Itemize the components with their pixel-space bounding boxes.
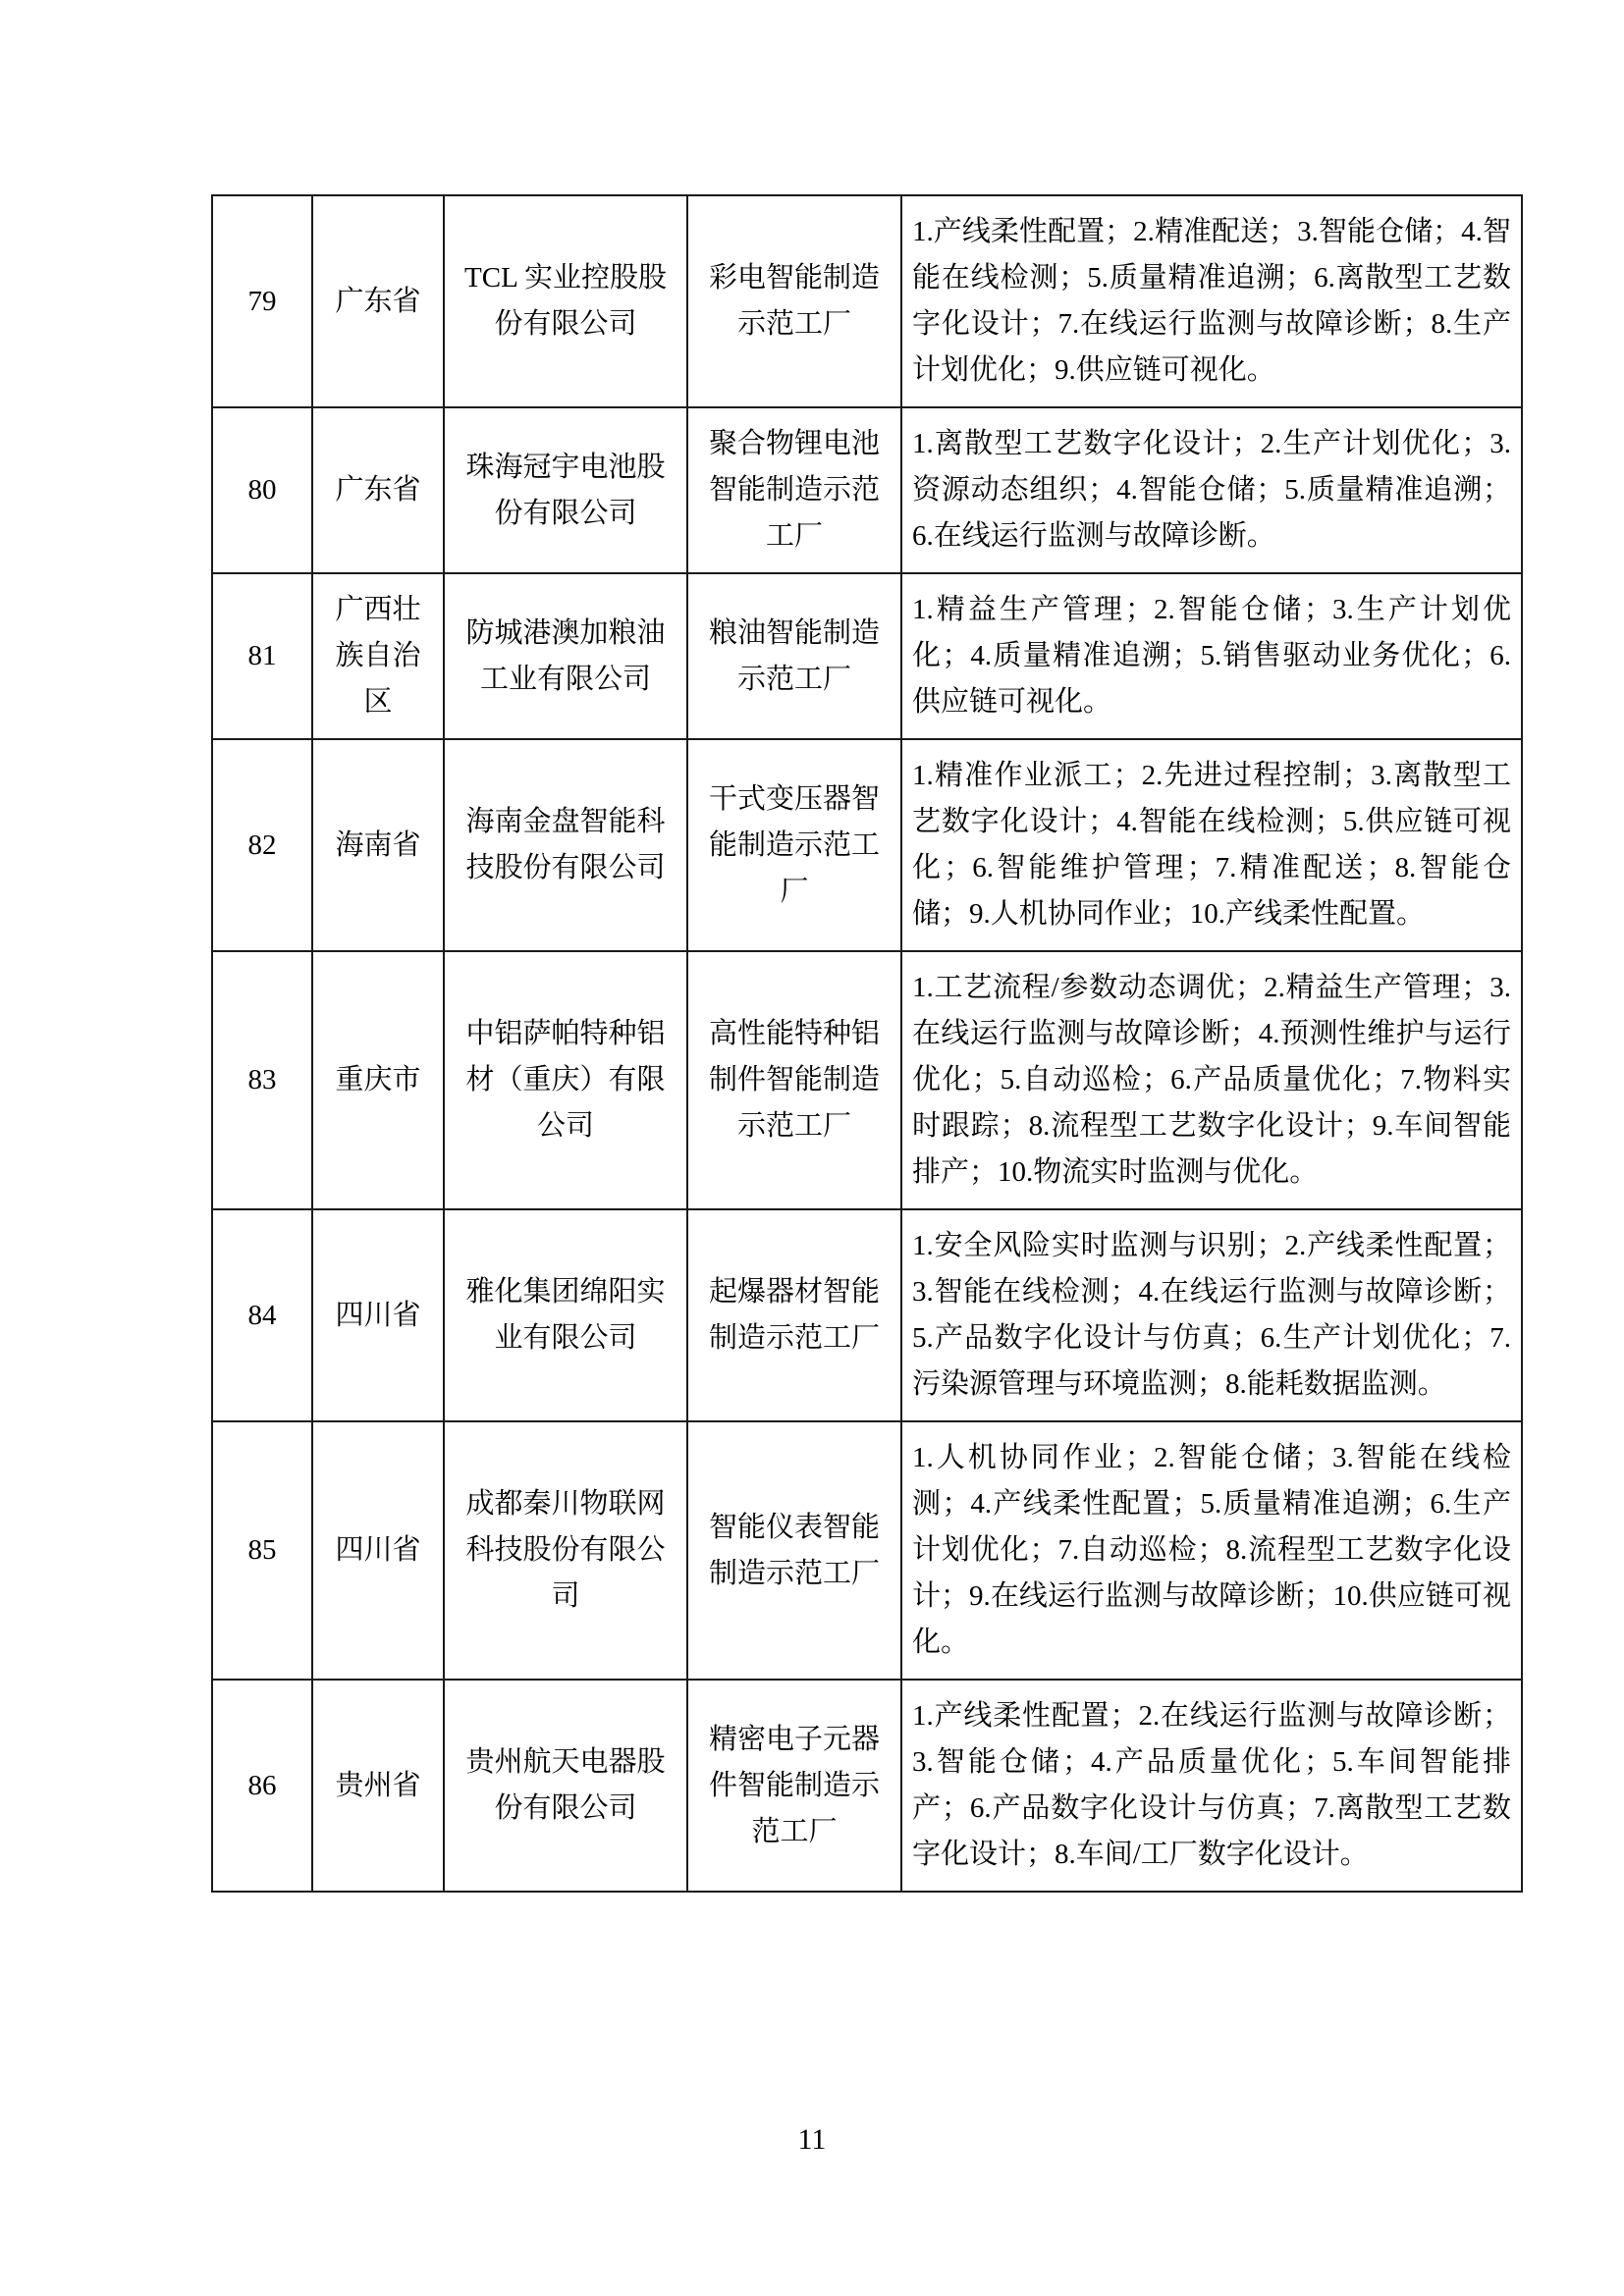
table-row bbox=[212, 573, 1522, 739]
row-number-cell: 84 bbox=[212, 1209, 312, 1421]
company-cell: 成都秦川物联网科技股份有限公司 bbox=[444, 1421, 687, 1680]
features-cell: 1.工艺流程/参数动态调优；2.精益生产管理；3.在线运行监测与故障诊断；4.预测性维护与运行优化；5.自动巡检；6.产品质量优化；7.物料实时跟踪；8.流程型工艺数字化设计；9.车间智能排产；10.物流实时监测与优化。 bbox=[901, 951, 1522, 1209]
features-cell: 1.安全风险实时监测与识别；2.产线柔性配置；3.智能在线检测；4.在线运行监测与故障诊断；5.产品数字化设计与仿真；6.生产计划优化；7.污染源管理与环境监测；8.能耗数据监测。 bbox=[901, 1209, 1522, 1421]
features-cell: 1.产线柔性配置；2.在线运行监测与故障诊断；3.智能仓储；4.产品质量优化；5.车间智能排产；6.产品数字化设计与仿真；7.离散型工艺数字化设计；8.车间/工厂数字化设计。 bbox=[901, 1680, 1522, 1892]
features-cell: 1.精准作业派工；2.先进过程控制；3.离散型工艺数字化设计；4.智能在线检测；5.供应链可视化；6.智能维护管理；7.精准配送；8.智能仓储；9.人机协同作业；10.产线柔性配置。 bbox=[901, 739, 1522, 951]
factory-type-cell: 精密电子元器件智能制造示范工厂 bbox=[687, 1680, 901, 1892]
factory-type-cell: 起爆器材智能制造示范工厂 bbox=[687, 1209, 901, 1421]
company-cell: TCL 实业控股股份有限公司 bbox=[444, 195, 687, 407]
table-row bbox=[212, 1680, 1522, 1892]
table-row bbox=[212, 1209, 1522, 1421]
row-number-cell: 79 bbox=[212, 195, 312, 407]
page-number: 11 bbox=[797, 2123, 827, 2156]
factory-type-cell: 粮油智能制造示范工厂 bbox=[687, 573, 901, 739]
table-row bbox=[212, 951, 1522, 1209]
row-number-cell: 85 bbox=[212, 1421, 312, 1680]
row-number-cell: 82 bbox=[212, 739, 312, 951]
company-cell: 贵州航天电器股份有限公司 bbox=[444, 1680, 687, 1892]
factory-type-cell: 聚合物锂电池智能制造示范工厂 bbox=[687, 407, 901, 573]
province-cell: 广西壮族自治区 bbox=[312, 573, 444, 739]
row-number-cell: 81 bbox=[212, 573, 312, 739]
company-cell: 雅化集团绵阳实业有限公司 bbox=[444, 1209, 687, 1421]
province-cell: 重庆市 bbox=[312, 951, 444, 1209]
row-number-cell: 80 bbox=[212, 407, 312, 573]
table-row bbox=[212, 407, 1522, 573]
province-cell: 四川省 bbox=[312, 1421, 444, 1680]
features-cell: 1.离散型工艺数字化设计；2.生产计划优化；3.资源动态组织；4.智能仓储；5.质量精准追溯；6.在线运行监测与故障诊断。 bbox=[901, 407, 1522, 573]
province-cell: 广东省 bbox=[312, 195, 444, 407]
company-cell: 中铝萨帕特种铝材（重庆）有限公司 bbox=[444, 951, 687, 1209]
company-cell: 珠海冠宇电池股份有限公司 bbox=[444, 407, 687, 573]
features-cell: 1.产线柔性配置；2.精准配送；3.智能仓储；4.智能在线检测；5.质量精准追溯；6.离散型工艺数字化设计；7.在线运行监测与故障诊断；8.生产计划优化；9.供应链可视化。 bbox=[901, 195, 1522, 407]
row-number-cell: 86 bbox=[212, 1680, 312, 1892]
factory-type-cell: 彩电智能制造示范工厂 bbox=[687, 195, 901, 407]
table-row bbox=[212, 195, 1522, 407]
province-cell: 广东省 bbox=[312, 407, 444, 573]
province-cell: 四川省 bbox=[312, 1209, 444, 1421]
factory-table bbox=[211, 194, 1523, 1893]
factory-type-cell: 高性能特种铝制件智能制造示范工厂 bbox=[687, 951, 901, 1209]
table-row bbox=[212, 739, 1522, 951]
table-row bbox=[212, 1421, 1522, 1680]
company-cell: 防城港澳加粮油工业有限公司 bbox=[444, 573, 687, 739]
province-cell: 海南省 bbox=[312, 739, 444, 951]
factory-type-cell: 智能仪表智能制造示范工厂 bbox=[687, 1421, 901, 1680]
factory-type-cell: 干式变压器智能制造示范工厂 bbox=[687, 739, 901, 951]
features-cell: 1.人机协同作业；2.智能仓储；3.智能在线检测；4.产线柔性配置；5.质量精准追溯；6.生产计划优化；7.自动巡检；8.流程型工艺数字化设计；9.在线运行监测与故障诊断；10.供应链可视化。 bbox=[901, 1421, 1522, 1680]
province-cell: 贵州省 bbox=[312, 1680, 444, 1892]
features-cell: 1.精益生产管理；2.智能仓储；3.生产计划优化；4.质量精准追溯；5.销售驱动业务优化；6.供应链可视化。 bbox=[901, 573, 1522, 739]
company-cell: 海南金盘智能科技股份有限公司 bbox=[444, 739, 687, 951]
row-number-cell: 83 bbox=[212, 951, 312, 1209]
